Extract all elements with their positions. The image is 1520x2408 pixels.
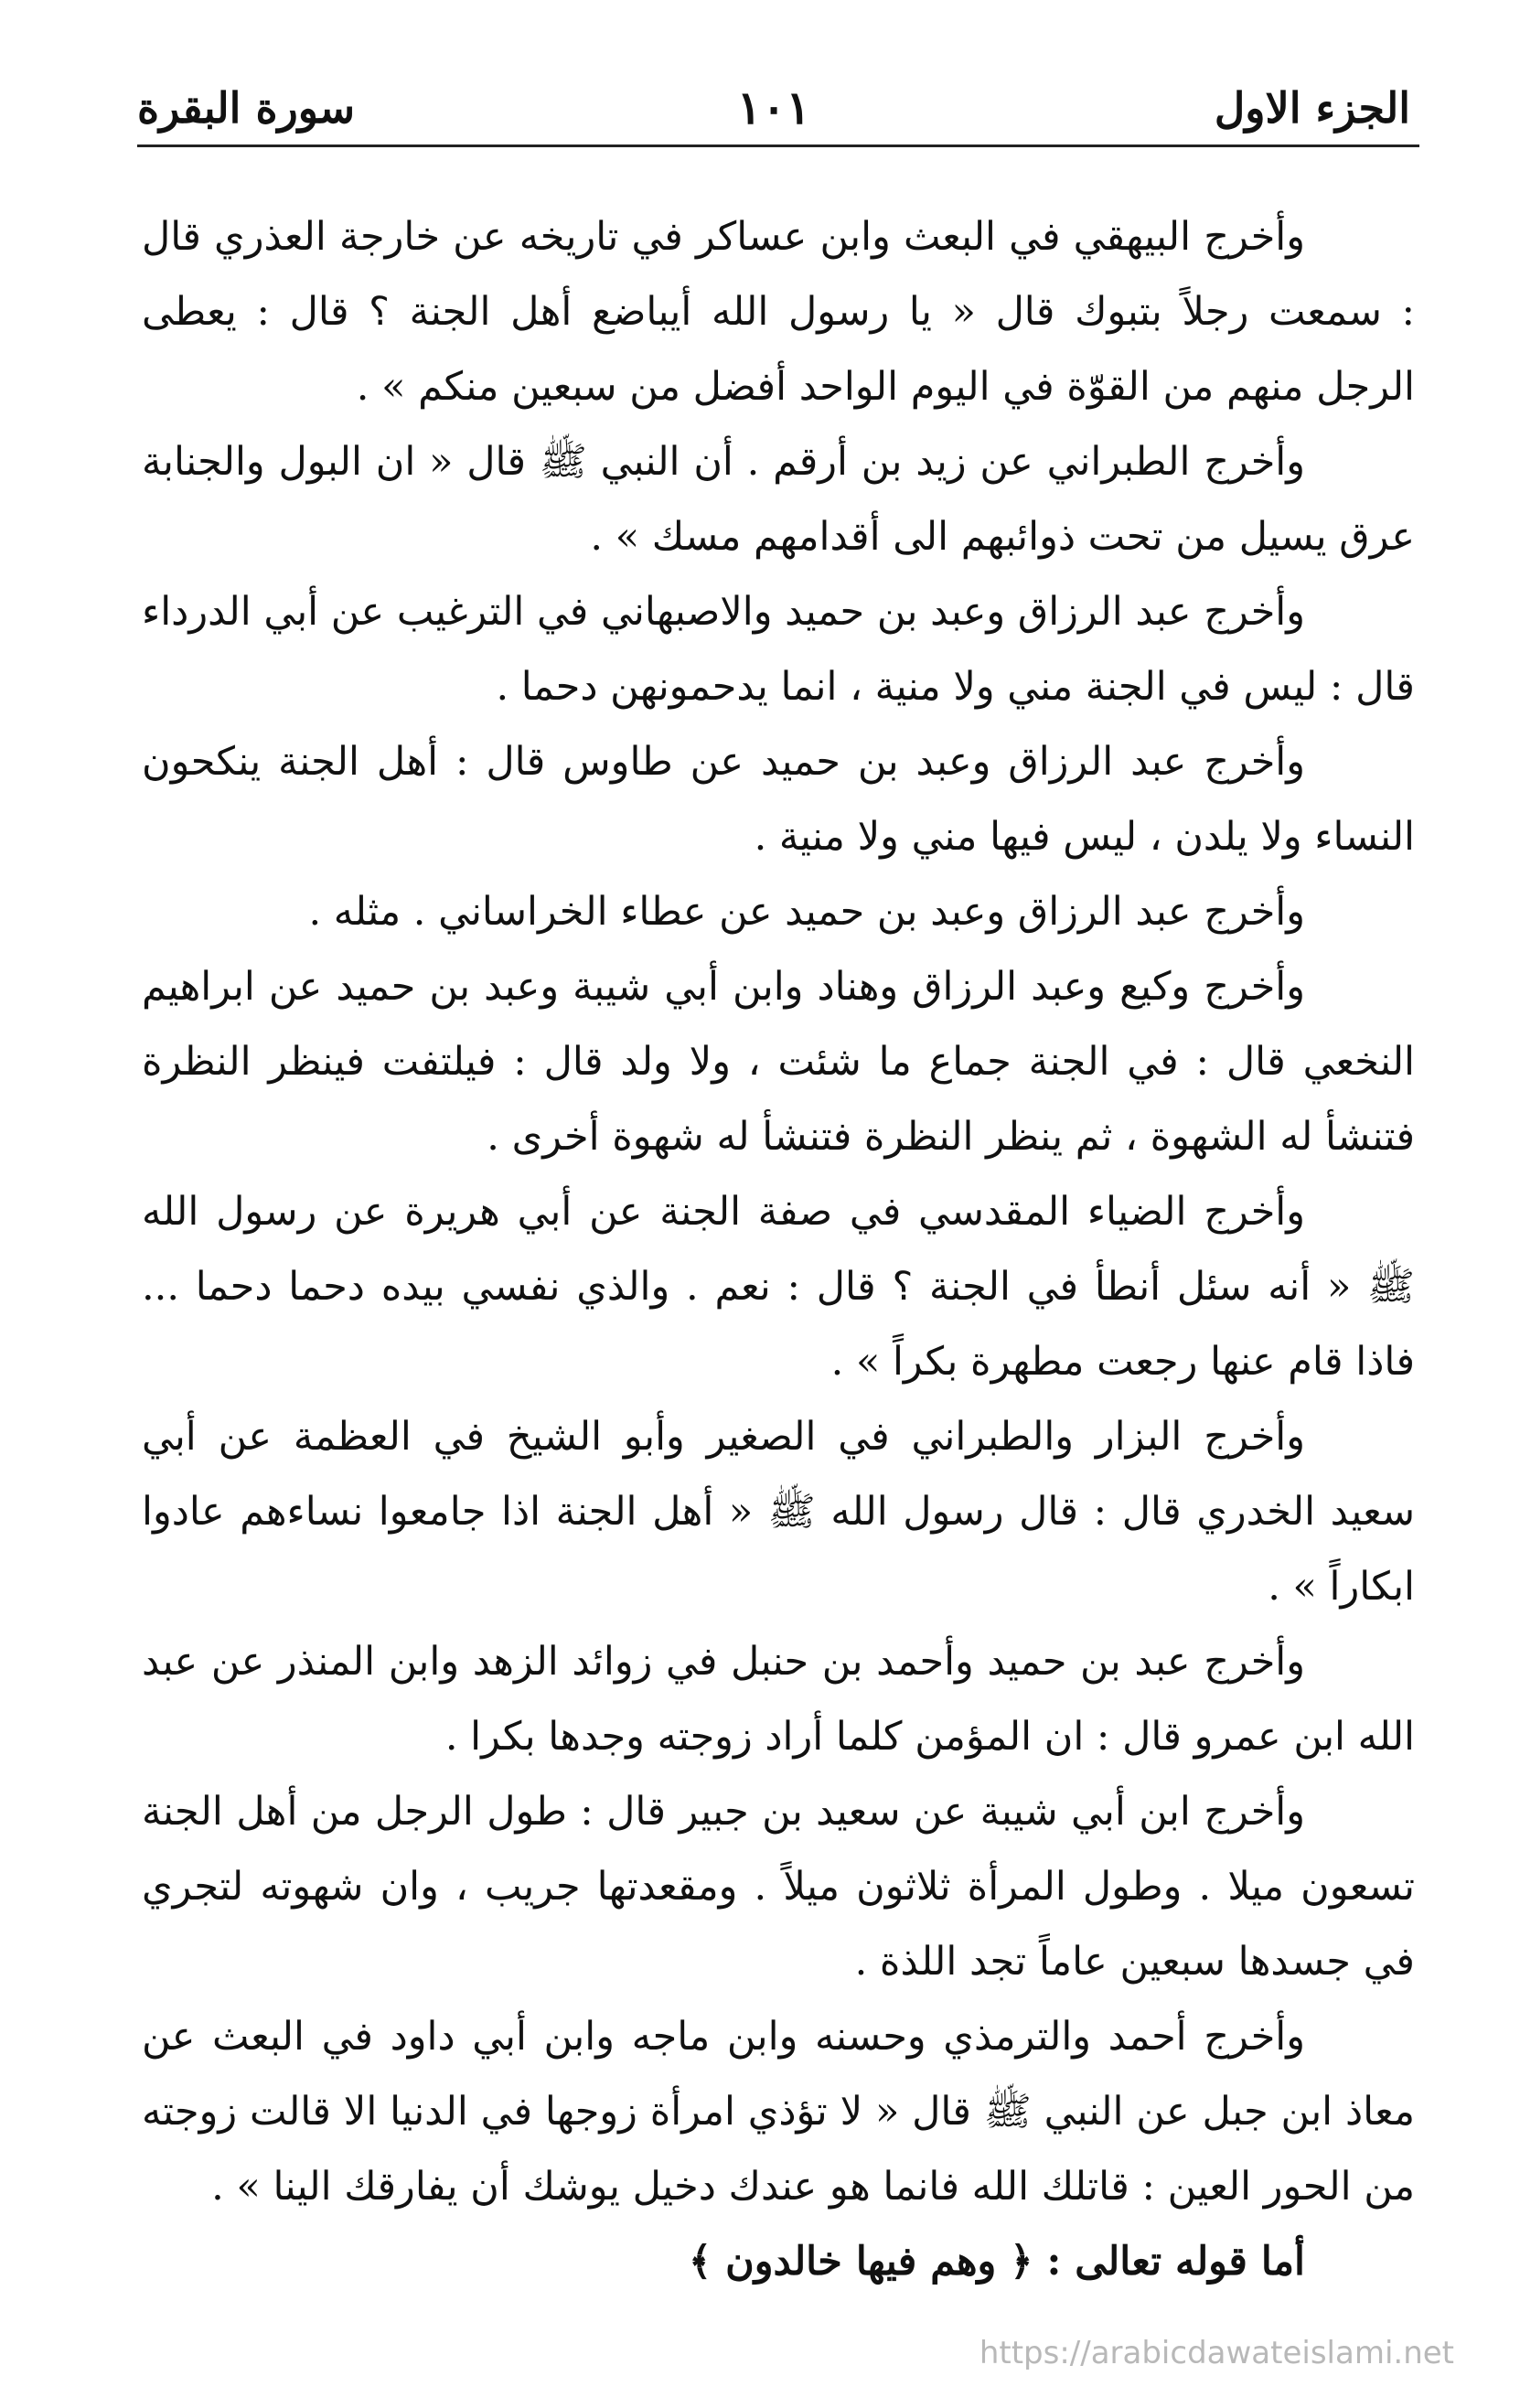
closing-line: أما قوله تعالى : ﴿ وهم فيها خالدون ﴾ [689,2239,1305,2285]
paragraph-6: وأخرج وكيع وعبد الرزاق وهناد وابن أبي شيبة وعبد بن حميد عن ابراهيم النخعي قال : في الجنة جماع ما شئت ، ولا ولد قال : فيلتفت فينظر النظرة فتنشأ له الشهوة ، ثم ينظر النظرة فتنشأ له شهوة أخرى . [142,964,1415,1160]
paragraph-8: وأخرج البزار والطبراني في الصغير وأبو الشيخ في العظمة عن أبي سعيد الخدري قال : قال رسول الله ﷺ « أهل الجنة اذا جامعوا نساءهم عادوا ابكاراً » . [142,1414,1415,1610]
page-header [137,71,1410,144]
paragraph-3: وأخرج عبد الرزاق وعبد بن حميد والاصبهاني في الترغيب عن أبي الدرداء قال : ليس في الجنة مني ولا منية ، انما يدحمونهن دحما . [142,589,1415,710]
paragraph-1: وأخرج البيهقي في البعث وابن عساكر في تاريخه عن خارجة العذري قال : سمعت رجلاً بتبوك قال « يا رسول الله أيباضع أهل الجنة ؟ قال : يعطى الرجل منهم من القوّة في اليوم الواحد أفضل من سبعين منكم » . [142,214,1415,410]
watermark-url: https://arabicdawateislami.net [979,2335,1454,2371]
paragraph-4: وأخرج عبد الرزاق وعبد بن حميد عن طاوس قال : أهل الجنة ينكحون النساء ولا يلدن ، ليس فيها مني ولا منية . [142,739,1415,860]
part-title: الجزء الاول [1214,83,1410,133]
paragraph-11: وأخرج أحمد والترمذي وحسنه وابن ماجه وابن أبي داود في البعث عن معاذ ابن جبل عن النبي ﷺ قال « لا تؤذي امرأة زوجها في الدنيا الا قالت زوجته من الحور العين : قاتلك الله فانما هو عندك دخيل يوشك أن يفارقك الينا » . [142,2014,1415,2210]
paragraph-7: وأخرج الضياء المقدسي في صفة الجنة عن أبي هريرة عن رسول الله ﷺ « أنه سئل أنطأ في الجنة ؟ قال : نعم . والذي نفسي بيده دحما دحما ... فاذا قام عنها رجعت مطهرة بكراً » . [142,1189,1415,1385]
page-number: ١٠١ [736,80,811,134]
surah-title: سورة البقرة [137,83,356,133]
paragraph-9: وأخرج عبد بن حميد وأحمد بن حنبل في زوائد الزهد وابن المنذر عن عبد الله ابن عمرو قال : ان المؤمن كلما أراد زوجته وجدها بكرا . [142,1639,1415,1760]
header-divider [137,144,1419,147]
paragraph-5: وأخرج عبد الرزاق وعبد بن حميد عن عطاء الخراساني . مثله . [308,889,1305,935]
paragraph-10: وأخرج ابن أبي شيبة عن سعيد بن جبير قال : طول الرجل من أهل الجنة تسعون ميلا . وطول المرأة ثلاثون ميلاً . ومقعدتها جريب ، وان شهوته لتجري في جسدها سبعين عاماً تجد اللذة . [142,1789,1415,1985]
body-text [142,199,1415,2299]
paragraph-2: وأخرج الطبراني عن زيد بن أرقم . أن النبي ﷺ قال « ان البول والجنابة عرق يسيل من تحت ذوائبهم الى أقدامهم مسك » . [142,439,1415,560]
